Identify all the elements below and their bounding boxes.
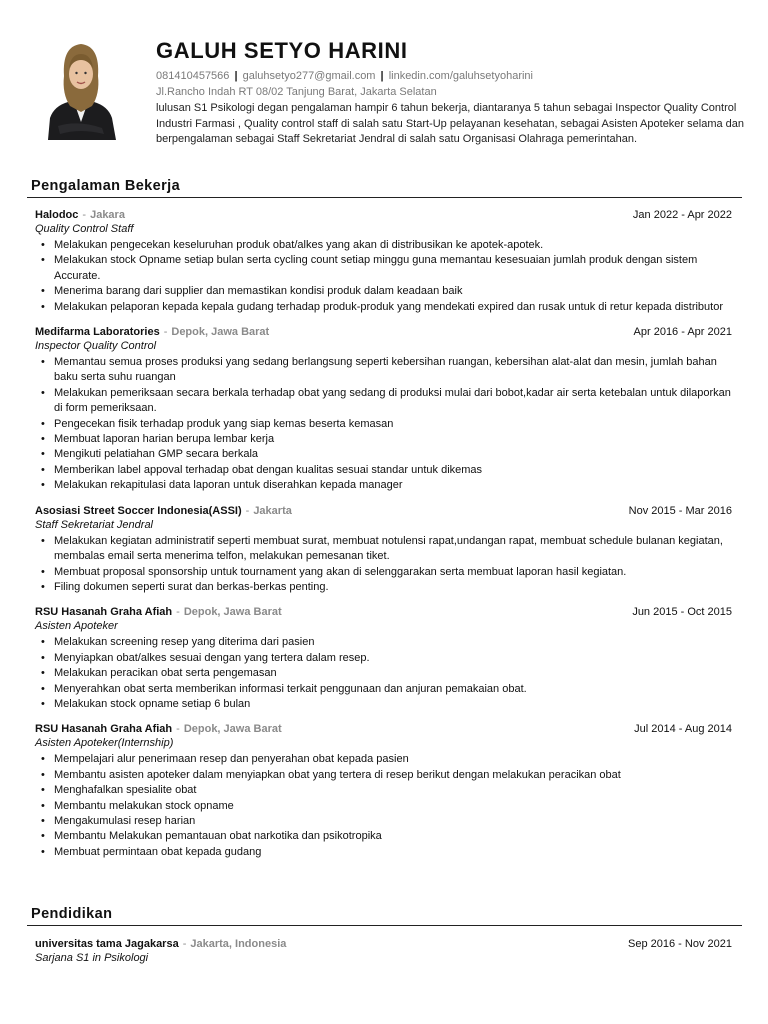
responsibility-item: • Mengikuti pelatiahan GMP secara berkala bbox=[35, 447, 732, 462]
responsibility-list bbox=[35, 238, 732, 315]
employer-name: Medifarma Laboratories bbox=[35, 326, 160, 339]
experience-entry: Halodoc - Jakara Jan 2022 - Apr 2022 Quality Control Staff • Melakukan pengecekan keseluruhan produk obat/alkes yang akan di distribusikan ke apotek-apotek. • Melakukan stock Opname setiap bulan serta cycling count setiap minggu guna memantau kesesuaian jumlah produk dengan sistem Accurate. • Menerima barang dari supplier dan memastikan kondisi produk dalam keadaan baik • Melakukan pelaporan kepada kepala gudang terhadap produk-produk yang mendekati expired dan rusak untuk di retur kepada distributor bbox=[35, 205, 732, 315]
experience-entry: Asosiasi Street Soccer Indonesia(ASSI) - Jakarta Nov 2015 - Mar 2016 Staff Sekretariat Jendral • Melakukan kegiatan administratif seperti membuat surat, membuat notulensi rapat,undangan rapat, membuat schedule bulanan kegiatan, membalas email serta menerima telfon, melakukan pemesanan tiket. • Membuat proposal sponsorship untuk tournament yang akan di selenggarakan serta membuat laporan hasil kegiatan. • Filing dokumen seperti surat dan berkas-berkas penting. bbox=[35, 501, 732, 596]
education-entry: universitas tama Jagakarsa - Jakarta, Indonesia Sep 2016 - Nov 2021 Sarjana S1 in Psikologi bbox=[35, 934, 732, 967]
section-divider bbox=[27, 197, 742, 198]
responsibility-item: • Membantu Melakukan pemantauan obat narkotika dan psikotropika bbox=[35, 829, 732, 844]
job-title: Asisten Apoteker bbox=[35, 620, 118, 633]
profile-photo bbox=[38, 36, 124, 140]
responsibility-item: • Melakukan stock opname setiap 6 bulan bbox=[35, 697, 732, 712]
institution-location: Jakarta, Indonesia bbox=[190, 938, 287, 950]
responsibility-item: • Membuat proposal sponsorship untuk tournament yang akan di selenggarakan serta membuat laporan hasil kegiatan. bbox=[35, 565, 732, 580]
responsibility-item: • Membantu melakukan stock opname bbox=[35, 799, 732, 814]
email-address[interactable]: galuhsetyo277@gmail.com bbox=[242, 70, 376, 82]
contact-separator: | bbox=[234, 70, 238, 82]
contact-separator: | bbox=[380, 70, 384, 82]
profile-summary: lulusan S1 Psikologi degan pengalaman hampir 6 tahun bekerja, diantaranya 5 tahun sebagai Inspector Quality Control Industri Farmasi , Quality control staff di salah satu Start-Up pelayanan kesehatan, sebagai Asisten Apoteker selama dan berpengalaman sebagai Staff Sekretariat Jendral di salah satu Organisasi Olahraga pemerintahan. bbox=[156, 102, 745, 145]
degree-title: Sarjana S1 in Psikologi bbox=[35, 952, 149, 964]
job-title: Staff Sekretariat Jendral bbox=[35, 518, 154, 531]
responsibility-item: • Melakukan stock Opname setiap bulan serta cycling count setiap minggu guna memantau kesesuaian jumlah produk dengan sistem Accurate. bbox=[35, 253, 732, 284]
responsibility-list bbox=[35, 752, 732, 860]
employer-location: Depok, Jawa Barat bbox=[183, 723, 282, 736]
responsibility-item: • Menerima barang dari supplier dan memastikan kondisi produk dalam keadaan baik bbox=[35, 284, 732, 299]
job-title: Asisten Apoteker(Internship) bbox=[35, 737, 174, 750]
responsibility-list bbox=[35, 355, 732, 494]
responsibility-item: • Mempelajari alur penerimaan resep dan penyerahan obat kepada pasien bbox=[35, 752, 732, 767]
experience-entry: RSU Hasanah Graha Afiah - Depok, Jawa Barat Jul 2014 - Aug 2014 Asisten Apoteker(Internship) • Mempelajari alur penerimaan resep dan penyerahan obat kepada pasien • Membantu asisten apoteker dalam menyiapkan obat yang tertera di resep berikut dengan melakukan peracikan obat • Menghafalkan spesialite obat • Membantu melakukan stock opname • Mengakumulasi resep harian • Membantu Melakukan pemantauan obat narkotika dan psikotropika • Membuat permintaan obat kepada gudang bbox=[35, 719, 732, 860]
employer-name: Asosiasi Street Soccer Indonesia(ASSI) bbox=[35, 504, 242, 517]
employment-dates: Jul 2014 - Aug 2014 bbox=[634, 723, 732, 736]
employer-name: RSU Hasanah Graha Afiah bbox=[35, 606, 173, 619]
phone-number: 081410457566 bbox=[156, 70, 230, 82]
resume-header bbox=[0, 0, 768, 170]
responsibility-item: • Melakukan peracikan obat serta pengemasan bbox=[35, 666, 732, 681]
responsibility-item: • Melakukan pelaporan kepada kepala gudang terhadap produk-produk yang mendekati expired dan rusak untuk di retur kepada distributor bbox=[35, 300, 732, 315]
section-title-education: Pendidikan bbox=[31, 906, 113, 922]
responsibility-item: • Melakukan pengecekan keseluruhan produk obat/alkes yang akan di distribusikan ke apotek-apotek. bbox=[35, 238, 732, 253]
employer-location: Jakara bbox=[90, 209, 125, 221]
employer-name: Halodoc bbox=[35, 209, 79, 221]
responsibility-item: • Pengecekan fisik terhadap produk yang siap kemas beserta kemasan bbox=[35, 417, 732, 432]
education-list bbox=[35, 934, 732, 974]
job-title: Quality Control Staff bbox=[35, 223, 134, 235]
responsibility-item: • Memberikan label appoval terhadap obat dengan kualitas sesuai standar untuk dikemas bbox=[35, 463, 732, 478]
employer-location: Depok, Jawa Barat bbox=[171, 326, 270, 339]
responsibility-list bbox=[35, 635, 732, 712]
employer-location: Jakarta bbox=[253, 504, 292, 517]
responsibility-item: • Melakukan pemeriksaan secara berkala terhadap obat yang sedang di produksi mulai dari bobot,kadar air serta ketebalan untuk dilaporkan di form pemeriksaan. bbox=[35, 386, 732, 417]
experience-list bbox=[35, 205, 732, 867]
candidate-name: GALUH SETYO HARINI bbox=[156, 38, 408, 63]
responsibility-item: • Menghafalkan spesialite obat bbox=[35, 783, 732, 798]
responsibility-list bbox=[35, 534, 732, 596]
responsibility-item: • Membuat permintaan obat kepada gudang bbox=[35, 845, 732, 860]
experience-entry: RSU Hasanah Graha Afiah - Depok, Jawa Barat Jun 2015 - Oct 2015 Asisten Apoteker • Melakukan screening resep yang diterima dari pasien • Menyiapkan obat/alkes sesuai dengan yang tertera dalam resep. • Melakukan peracikan obat serta pengemasan • Menyerahkan obat serta memberikan informasi terkait penggunaan dan anjuran pemakaian obat. • Melakukan stock opname setiap 6 bulan bbox=[35, 602, 732, 712]
experience-entry: Medifarma Laboratories - Depok, Jawa Barat Apr 2016 - Apr 2021 Inspector Quality Control • Memantau semua proses produksi yang sedang berlangsung seperti kebersihan ruangan, kebersihan alat-alat dan mesin, jumlah bahan baku serta suhu ruangan • Melakukan pemeriksaan secara berkala terhadap obat yang sedang di produksi mulai dari bobot,kadar air serta ketebalan untuk dilaporkan di form pemeriksaan. • Pengecekan fisik terhadap produk yang siap kemas beserta kemasan • Membuat laporan harian berupa lembar kerja • Mengikuti pelatiahan GMP secara berkala • Memberikan label appoval terhadap obat dengan kualitas sesuai standar untuk dikemas • Melakukan rekapitulasi data laporan untuk diserahkan kepada manager bbox=[35, 322, 732, 494]
employment-dates: Apr 2016 - Apr 2021 bbox=[633, 326, 732, 339]
section-title-experience: Pengalaman Bekerja bbox=[31, 178, 181, 194]
employer-name: RSU Hasanah Graha Afiah bbox=[35, 723, 173, 736]
responsibility-item: • Melakukan screening resep yang diterima dari pasien bbox=[35, 635, 732, 650]
responsibility-item: • Membuat laporan harian berupa lembar kerja bbox=[35, 432, 732, 447]
responsibility-item: • Memantau semua proses produksi yang sedang berlangsung seperti kebersihan ruangan, kebersihan alat-alat dan mesin, jumlah bahan baku serta suhu ruangan bbox=[35, 355, 732, 386]
responsibility-item: • Menyiapkan obat/alkes sesuai dengan yang tertera dalam resep. bbox=[35, 651, 732, 666]
responsibility-item: • Mengakumulasi resep harian bbox=[35, 814, 732, 829]
linkedin-link[interactable]: linkedin.com/galuhsetyoharini bbox=[388, 70, 533, 82]
home-address: Jl.Rancho Indah RT 08/02 Tanjung Barat, Jakarta Selatan bbox=[156, 86, 437, 98]
job-title: Inspector Quality Control bbox=[35, 340, 157, 353]
responsibility-item: • Filing dokumen seperti surat dan berkas-berkas penting. bbox=[35, 580, 732, 595]
section-divider bbox=[27, 925, 742, 926]
employment-dates: Jan 2022 - Apr 2022 bbox=[632, 209, 732, 221]
employment-dates: Jun 2015 - Oct 2015 bbox=[632, 606, 732, 619]
employer-location: Depok, Jawa Barat bbox=[183, 606, 282, 619]
employment-dates: Nov 2015 - Mar 2016 bbox=[628, 504, 732, 517]
responsibility-item: • Melakukan kegiatan administratif seperti membuat surat, membuat notulensi rapat,undangan rapat, membuat schedule bulanan kegiatan, membalas email serta menerima telfon, melakukan pemesanan tiket. bbox=[35, 534, 732, 565]
responsibility-item: • Membantu asisten apoteker dalam menyiapkan obat yang tertera di resep berikut dengan melakukan peracikan obat bbox=[35, 768, 732, 783]
responsibility-item: • Melakukan rekapitulasi data laporan untuk diserahkan kepada manager bbox=[35, 478, 732, 493]
contact-line bbox=[156, 68, 746, 84]
institution-name: universitas tama Jagakarsa bbox=[35, 938, 179, 950]
study-dates: Sep 2016 - Nov 2021 bbox=[628, 938, 732, 950]
responsibility-item: • Menyerahkan obat serta memberikan informasi terkait penggunaan dan anjuran pemakaian obat. bbox=[35, 682, 732, 697]
